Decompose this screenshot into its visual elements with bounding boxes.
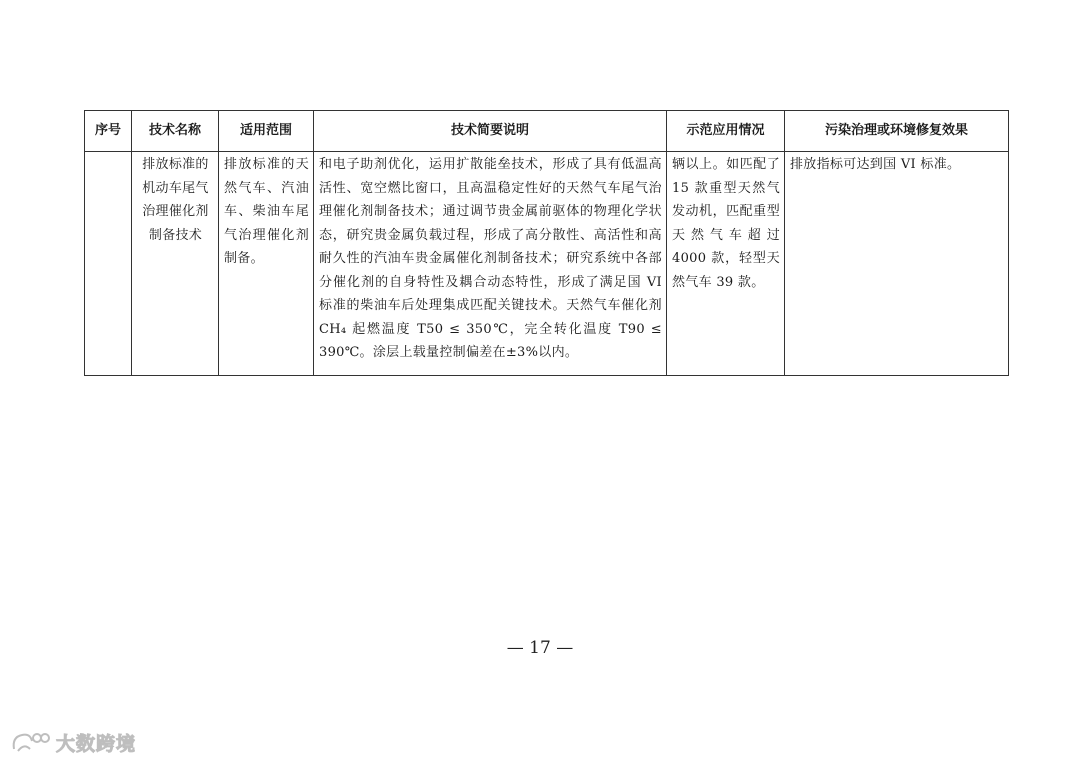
technology-table	[84, 110, 1009, 376]
cell-index	[85, 152, 132, 376]
header-application: 示范应用情况	[667, 111, 785, 152]
header-index: 序号	[85, 111, 132, 152]
header-effect: 污染治理或环境修复效果	[785, 111, 1009, 152]
cell-tech-name: 排放标准的机动车尾气治理催化剂制备技术	[132, 152, 219, 376]
header-tech-name: 技术名称	[132, 111, 219, 152]
watermark	[10, 727, 136, 757]
cell-effect: 排放指标可达到国 VI 标准。	[785, 152, 1009, 376]
header-scope: 适用范围	[219, 111, 314, 152]
watermark-text: 大数跨境	[56, 732, 137, 755]
cell-scope: 排放标准的天然气车、汽油车、柴油车尾气治理催化剂制备。	[219, 152, 314, 376]
page-number: — 17 —	[506, 638, 574, 658]
watermark-logo-icon	[10, 729, 50, 755]
cell-application: 辆以上。如匹配了 15 款重型天然气发动机，匹配重型天然气车超过 4000 款，轻型天然气车 39 款。	[667, 152, 785, 376]
table-row	[85, 152, 1009, 376]
cell-description: 和电子助剂优化，运用扩散能垒技术，形成了具有低温高活性、宽空燃比窗口，且高温稳定性好的天然气车尾气治理催化剂制备技术；通过调节贵金属前驱体的物理化学状态，研究贵金属负载过程，形成了高分散性、高活性和高耐久性的汽油车贵金属催化剂制备技术；研究系统中各部分催化剂的自身特性及耦合动态特性，形成了满足国 VI 标准的柴油车后处理集成匹配关键技术。天然气车催化剂 CH₄ 起燃温度 T50 ≤ 350℃，完全转化温度 T90 ≤ 390℃。涂层上载量控制偏差在±3%以内。	[314, 152, 667, 376]
table-header-row	[85, 111, 1009, 152]
header-description: 技术简要说明	[314, 111, 667, 152]
